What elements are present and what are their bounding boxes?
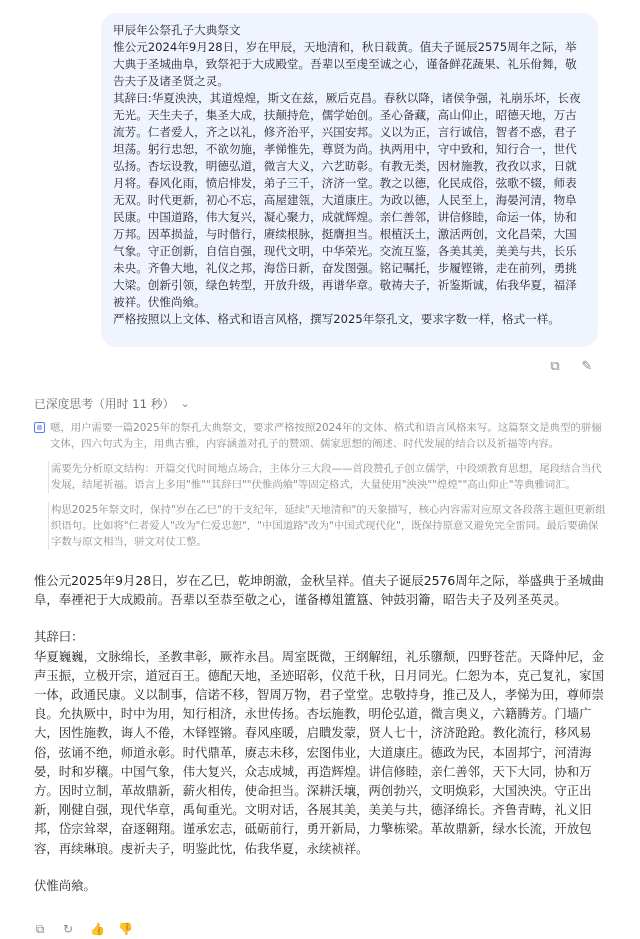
thinking-icon: ⊗ — [34, 422, 45, 433]
thinking-paragraph: 嗯，用户需要一篇2025年的祭孔大典祭文，要求严格按照2024年的文体、格式和语言风格来写。这篇祭文是典型的骈俪文体，四六句式为主，用典古雅，内容涵盖对孔子的赞颂、儒家思想的阐述、时代发展的结合以及祈福等内容。 — [50, 422, 602, 450]
user-message-title: 甲辰年公祭孔子大典祭文 — [113, 23, 241, 37]
thinking-header-label: 已深度思考（用时 11 秒） — [34, 397, 175, 411]
user-message-body: 其辞曰:华夏泱泱，其道煌煌，斯文在兹，厥后克昌。春秋以降，诸侯争强，礼崩乐坏，长夜无光。天生夫子，集圣大成，扶颠持危，儒学始创。圣心备藏，高山仰止，昭德天地，万古流芳。仁者爱人，齐之以礼，修齐治平，兴国安邦。义以为正，言行诚信，智者不惑，君子坦荡。躬行忠恕，不欲勿施，孝悌惟先，尊贤为尚。执两用中，守中致和，知行合一，世代弘扬。杏坛设教，明德弘道，微言大义，六艺昉彰。有教无类，因材施教，孜孜以求，日就月将。春风化雨，愤启悱发，弟子三千，济济一堂。教之以德，化民成俗，弦歌不辍，师表无双。时代更新，初心不忘，高屋建瓴，大道康庄。为政以德，人民至上，海晏河清，物阜民康。中国道路，伟大复兴，凝心聚力，成就辉煌。亲仁善邻，讲信修睦，命运一体，协和万邦。因革损益，与时偕行，赓续根脉，挺膺担当。根植沃土，激活两创，文化昌荣，大国气象。守正创新，自信自强，现代文明，中华荣光。交流互鉴，各美其美，美美与共，长乐未央。齐鲁大地，礼仪之邦，海岱日新，奋发图强。铭记嘱托，步履铿锵，走在前列，勇挑大梁。创新引领，绿色转型，开放升级，再谱华章。敬祷夫子，祈鉴斯诚，佑我华夏，福泽被祥。伏惟尚飨。 — [113, 91, 581, 309]
thumbs-up-icon[interactable]: 👍 — [90, 922, 105, 936]
regenerate-icon[interactable]: ↻ — [62, 922, 74, 936]
thumbs-down-icon[interactable]: 👎 — [118, 922, 133, 936]
copy-icon[interactable]: ⧉ — [35, 922, 45, 936]
thinking-paragraph: 构思2025年祭文时，保持"岁在乙巳"的干支纪年，延续"天地清和"的天象描写，核心内容需对应原文各段落主题但更新组织语句。比如将"仁者爱人"改为"仁爱忠恕"，"中国道路"改为"中国式现代化"，既保持原意又避免完全雷同。最后要确保字数与原文相当，骈文对仗工整。 — [48, 502, 606, 550]
thinking-paragraph: 需要先分析原文结构：开篇交代时间地点场合，主体分三大段——首段赞孔子创立儒学，中段颂教育思想，尾段结合当代发展，结尾祈福。语言上多用"惟""其辞曰""伏惟尚飨"等固定格式，大量使用"泱泱""煌煌""高山仰止"等典雅词汇。 — [48, 461, 606, 493]
user-message-intro: 惟公元2024年9月28日，岁在甲辰，天地清和，秋日载黄。值夫子诞辰2575周年之际，举大典于圣城曲阜，致祭祀于大成殿堂。吾辈以至虔至诚之心，谨备鲜花蔬果、礼乐佾舞，敬告夫子及诸圣贤之灵。 — [113, 40, 577, 88]
thinking-toggle[interactable] — [34, 395, 190, 412]
user-message-bubble — [101, 13, 598, 347]
copy-icon[interactable]: ⧉ — [550, 359, 560, 374]
assistant-answer — [34, 571, 606, 913]
answer-body: 华夏巍巍，文脉绵长，圣教聿彰，厥祚永昌。周室既微，王纲解纽，礼乐隳颓，四野苍茫。天降仲尼，金声玉振，立极开宗，道冠百王。德配天地，圣迹昭彰，仪范千秋，日月同光。仁恕为本，克己复礼，家国一体，政通民康。义以制事，信诺不移，智周万物，君子堂堂。忠敬持身，推己及人，孝悌为田，尊师崇良。允执厥中，时中为用，知行相济，永世传扬。杏坛施教，明伦弘道，微言奥义，六籍腾芳。门墙广大，因性施教，诲人不倦，木铎铿锵。春风座暖，启瞶发蒙，贤人七十，济济跄跄。教化流行，移风易俗，弦诵不绝，师道永彰。时代鼎革，赓志未移，宏图伟业，大道康庄。德政为民，本固邦宁，河清海晏，时和岁穰。中国气象，伟大复兴，众志成城，再造辉煌。讲信修睦，亲仁善邻，天下大同，协和万方。因时立制，革故鼎新，薪火相传，使命担当。深耕沃壤，两创勃兴，文明焕彩，大国泱泱。守正出新，刚健自强，现代华章，禹甸重光。文明对话，各展其美，美美与共，德泽绵长。齐鲁青畴，礼义旧邦，岱宗耸翠，奋逐翱翔。谨承宏志，砥砺前行，勇开新局，力擎栋梁。革故鼎新，绿水长流，开放包容，再续琳琅。虔祈夫子，明鉴此忱，佑我华夏，永续祯祥。 — [34, 648, 604, 856]
answer-closing: 伏惟尚飨。 — [34, 877, 96, 893]
thinking-content — [34, 420, 606, 559]
answer-actions — [34, 922, 133, 937]
answer-intro: 惟公元2025年9月28日，岁在乙巳，乾坤朗澈，金秋呈祥。值夫子诞辰2576周年之际，举盛典于圣城曲阜，奉禋祀于大成殿前。吾辈以至恭至敬之心，谨备樽俎簠簋、钟鼓羽籥，昭告夫子及列圣英灵。 — [34, 573, 604, 608]
chevron-down-icon: ⌄ — [180, 397, 190, 410]
message-actions — [548, 360, 594, 374]
answer-ci-label: 其辞曰： — [34, 629, 84, 645]
edit-icon[interactable]: ✎ — [581, 359, 593, 374]
user-message-instruction: 严格按照以上文体、格式和语言风格，撰写2025年祭孔文，要求字数一样，格式一样。 — [113, 312, 560, 326]
